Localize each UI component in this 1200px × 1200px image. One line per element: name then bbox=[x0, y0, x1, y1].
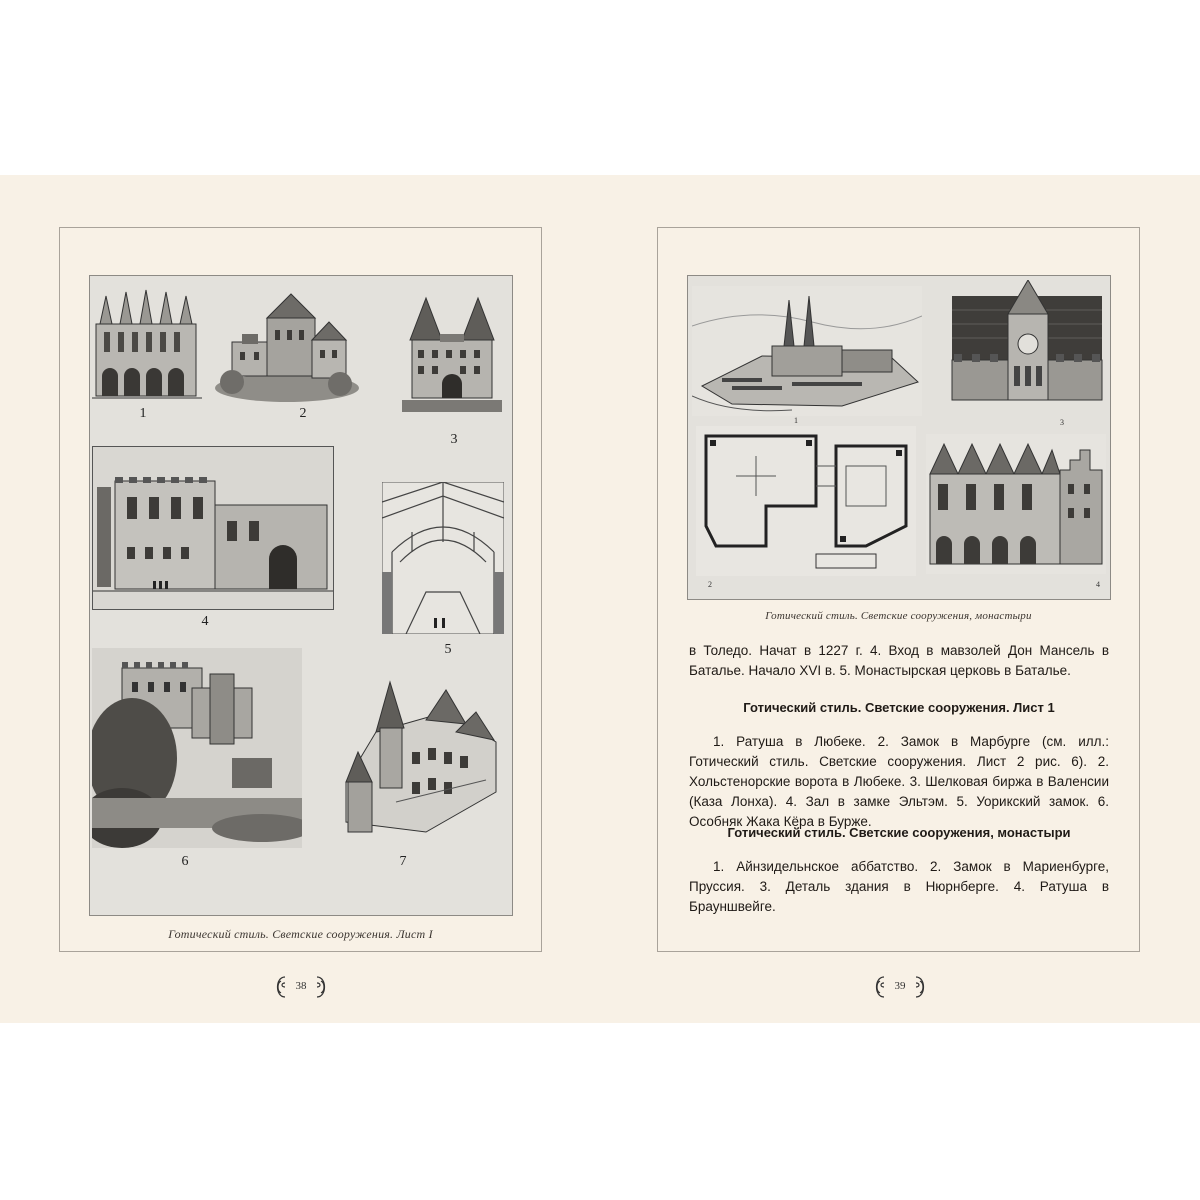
plate-number: 1 bbox=[139, 406, 147, 421]
plate-number: 5 bbox=[444, 642, 452, 657]
plate-number: 3 bbox=[1060, 418, 1064, 427]
paragraph-continued: в Толедо. Начат в 1227 г. 4. Вход в мавзолей Дон Мансель в Баталье. Начало XVI в. 5. Монастырская церковь в Баталье. bbox=[689, 643, 1109, 678]
section-heading: Готический стиль. Светские сооружения. Лист 1 bbox=[743, 700, 1055, 715]
right-illustration-plate bbox=[687, 275, 1111, 600]
plate-number: 2 bbox=[299, 406, 307, 421]
engraving-einsiedeln-abbey bbox=[692, 286, 922, 416]
page-number-text: 38 bbox=[295, 980, 307, 992]
left-page-frame bbox=[59, 227, 542, 952]
engraving-holstentor-gate bbox=[402, 290, 502, 420]
engraving-eltham-hall-interior bbox=[382, 482, 504, 634]
plate-number: 3 bbox=[450, 432, 458, 447]
plate-number: 4 bbox=[201, 614, 209, 629]
engraving-marienburg-plan bbox=[696, 426, 916, 576]
page-number-text: 39 bbox=[894, 980, 906, 992]
plate-number: 4 bbox=[1096, 580, 1100, 589]
engraving-marburg-castle bbox=[212, 290, 362, 402]
right-page-number bbox=[870, 973, 930, 1001]
engraving-warwick-castle bbox=[92, 648, 302, 848]
engraving-nuremberg-detail bbox=[948, 280, 1108, 410]
left-plate-caption: Готический стиль. Светские сооружения. Лист I bbox=[168, 927, 433, 941]
right-plate-caption: Готический стиль. Светские сооружения, монастыри bbox=[765, 610, 1032, 622]
engraving-braunschweig-town-hall bbox=[926, 434, 1106, 574]
left-illustration-plate bbox=[89, 275, 513, 916]
engraving-lubeck-town-hall bbox=[92, 284, 202, 404]
section-heading: Готический стиль. Светские сооружения, монастыри bbox=[727, 825, 1071, 840]
right-page-frame bbox=[657, 227, 1140, 952]
paragraph-monasteries: 1. Айнзидельнское аббатство. 2. Замок в Мариенбурге, Пруссия. 3. Деталь здания в Нюрнберге. 4. Ратуша в Брауншвейге. bbox=[689, 859, 1109, 914]
plate-number: 7 bbox=[399, 854, 407, 869]
engraving-valencia-silk-exchange bbox=[92, 446, 334, 610]
paragraph-sheet-1: 1. Ратуша в Любеке. 2. Замок в Марбурге (см. илл.: Готический стиль. Светские сооружения. Лист 2 рис. 6). 2. Хольстенорские ворота в Любеке. 3. Шелковая биржа в Валенсии (Каза Лонха). 4. Зал в замке Эльтэм. 5. Уорикский замок. 6. Особняк Жака Кёра в Бурже. bbox=[689, 734, 1109, 829]
book-spread bbox=[0, 175, 1200, 1023]
plate-number: 2 bbox=[708, 580, 712, 589]
engraving-jacques-coeur-house bbox=[336, 672, 506, 850]
left-page-number bbox=[271, 973, 331, 1001]
plate-number: 1 bbox=[794, 416, 798, 425]
plate-number: 6 bbox=[181, 854, 189, 869]
